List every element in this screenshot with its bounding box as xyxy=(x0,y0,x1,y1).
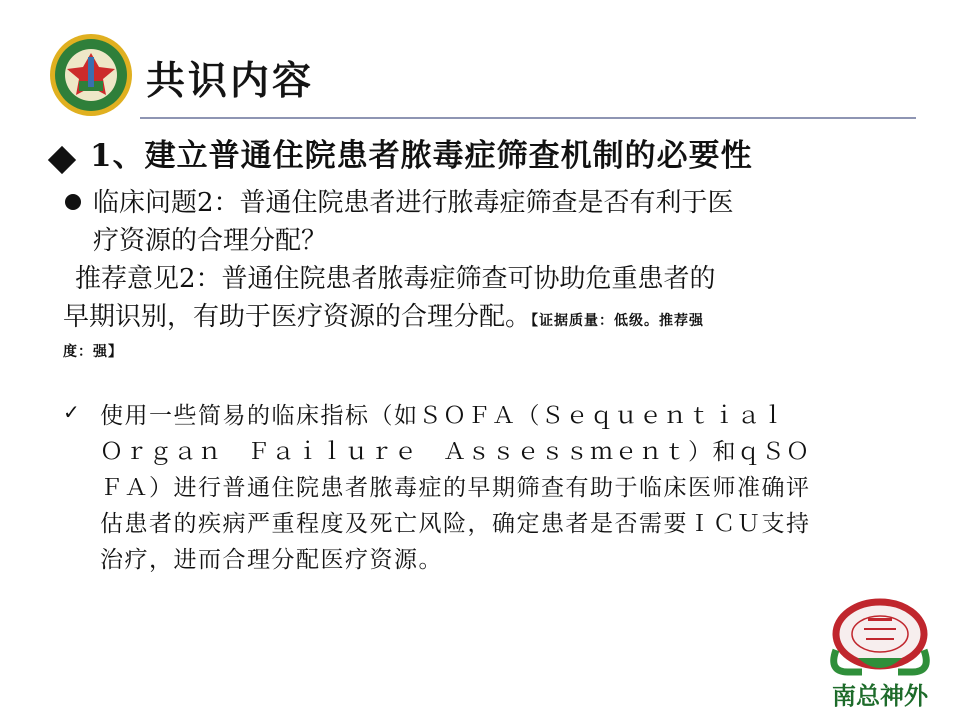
recommendation-block xyxy=(63,184,883,364)
question-line-2: 疗资源的合理分配？ xyxy=(93,226,328,256)
round-bullet-icon xyxy=(65,194,81,210)
check-mark-icon: ✓ xyxy=(63,400,80,424)
evidence-label: 【证据质量：低级。推荐强 xyxy=(531,313,705,329)
neurosurgery-brand-logo xyxy=(818,592,942,710)
para-line-2: Ｏｒｇａｎ Ｆａｉｌｕｒｅ Ａｓｓｅｓｓｍｅｎｔ）和ｑＳＯ xyxy=(100,439,811,465)
hospital-emblem-logo xyxy=(49,33,133,117)
para-line-1: 使用一些简易的临床指标（如ＳＯＦＡ（Ｓｅｑｕｅｎｔｉａｌ xyxy=(100,403,786,429)
para-line-3: ＦＡ）进行普通住院患者脓毒症的早期筛查有助于临床医师准确评 xyxy=(100,475,811,501)
question-line-1: 临床问题2：普通住院患者进行脓毒症筛查是否有利于医 xyxy=(93,188,734,218)
explanation-paragraph xyxy=(100,398,880,578)
para-line-4: 估患者的疾病严重程度及死亡风险，确定患者是否需要ＩＣＵ支持 xyxy=(100,511,811,537)
recommend-line-2 xyxy=(63,298,883,340)
brand-text: 南总神外 xyxy=(832,682,928,710)
recommend-text: 早期识别，有助于医疗资源的合理分配。 xyxy=(63,302,532,332)
para-line-5: 治疗，进而合理分配医疗资源。 xyxy=(100,547,443,573)
section-heading: 1、建立普通住院患者脓毒症筛查机制的必要性 xyxy=(90,138,753,174)
diamond-bullet-icon xyxy=(48,146,76,174)
slide-title: 共识内容 xyxy=(146,58,315,104)
recommend-line-1: 推荐意见2：普通住院患者脓毒症筛查可协助危重患者的 xyxy=(75,264,716,294)
evidence-label-cont: 度：强】 xyxy=(63,344,123,360)
title-divider xyxy=(140,117,916,119)
